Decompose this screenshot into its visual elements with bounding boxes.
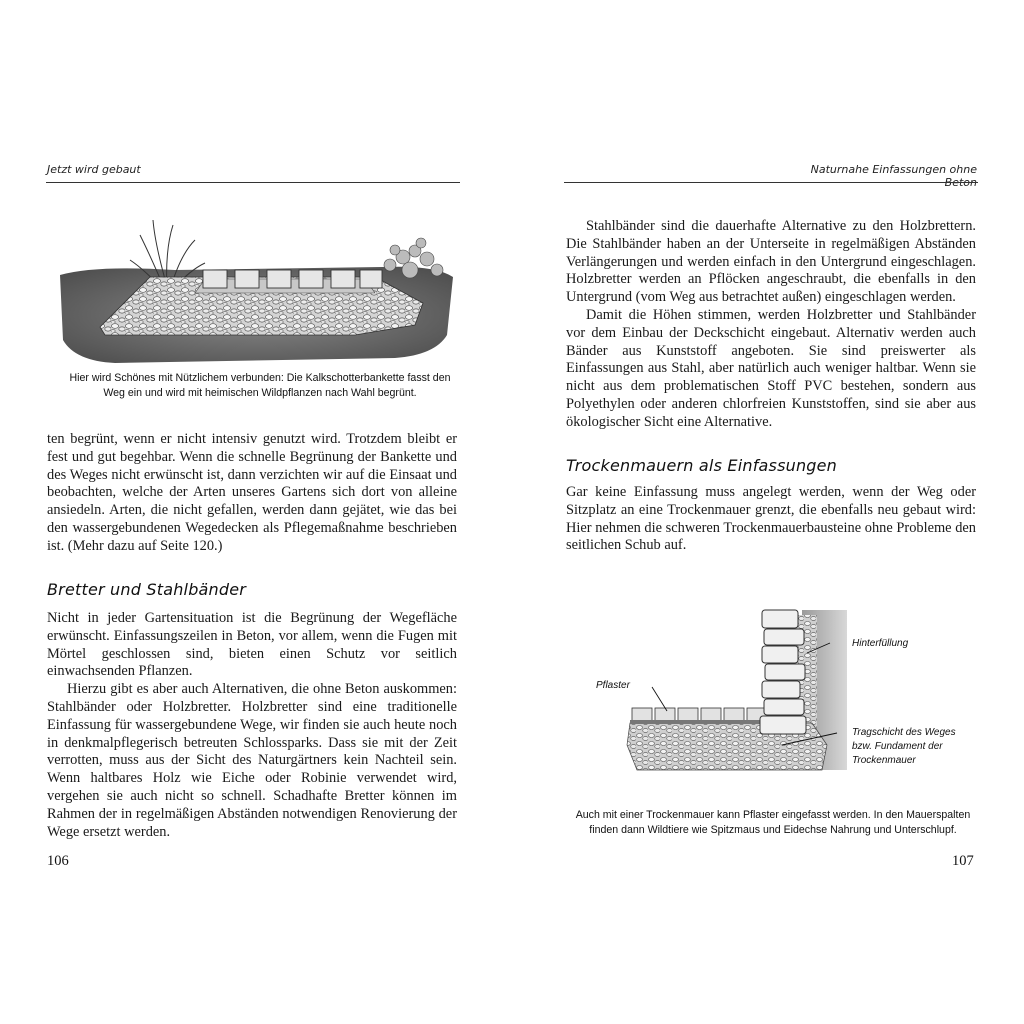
paragraph-left-1: Nicht in jeder Gartensituation ist die Begrünung der Wegefläche erwünscht. Einfassungszeilen in Beton, vor allem, wenn die Fugen mit Mörtel geschlossen sind, bieten einen Schutz vor seitlich einwachsenden Pflanzen. — [47, 610, 457, 680]
paragraph-left-2: Hierzu gibt es aber auch Alternativen, die ohne Beton auskommen: Stahlbänder oder Holzbretter. Holzbretter sind eine traditionelle Einfassung für wassergebundene Wege, wir finden sie auch heute noch in denkmalpflegerisch betreuten Schlossparks. Dass sie mit der Zeit verrotten, muss aus der Sicht des Naturgärtners kein Nachteil sein. Wenn haltbares Holz wie Eiche oder Robinie verwendet wird, vergehen sie auch nicht so schnell. Schadhafte Bretter können im Rahmen der in regelmäßigen Abständen notwendigen Renovierung der Wege ersetzt werden. — [47, 681, 457, 840]
dry-wall-diagram — [612, 605, 852, 795]
section-text-right-top — [566, 218, 976, 432]
paragraph-right-3: Gar keine Einfassung muss angelegt werden, wenn der Weg oder Sitzplatz an eine Trockenmauer grenzt, die ebenfalls neu gebaut wird: Hier nehmen die schweren Trockenmauerbausteine ohne Probleme den seitlichen Schub auf. — [566, 484, 976, 554]
paragraph-right-1: Stahlbänder sind die dauerhafte Alternative zu den Holzbrettern. Die Stahlbänder haben an der Unterseite in regelmäßigen Abständen Verlängerungen und werden einfach in den Untergrund eingeschlagen. Holzbretter werden an Pflöcken angeschraubt, die ebenfalls in den Untergrund (vom Weg aus betrachtet außen) eingeschlagen werden. — [566, 218, 976, 306]
label-tragschicht: Tragschicht des Weges bzw. Fundament der Trockenmauer — [852, 727, 956, 766]
figure-caption-right: Auch mit einer Trockenmauer kann Pflaster eingefasst werden. In den Mauerspalten finden dann Wildtiere wie Spitzmaus und Eidechse Nahrung und Unterschlupf. — [575, 809, 971, 836]
section-text-right-bottom — [566, 484, 976, 555]
right-page — [512, 0, 1024, 1024]
header-rule-left — [46, 182, 460, 183]
figure-caption-left: Hier wird Schönes mit Nützlichem verbunden: Die Kalkschotterbankette fasst den Weg ein und wird mit heimischen Wildpflanzen nach Wahl begrünt. — [69, 372, 451, 399]
section-heading-bretter: Bretter und Stahlbänder — [47, 580, 247, 599]
section-text-left — [47, 610, 457, 841]
header-rule-right — [564, 182, 978, 183]
running-head-right: Naturnahe Einfassungen ohne Beton — [810, 163, 977, 189]
paragraph-right-2: Damit die Höhen stimmen, werden Holzbretter und Stahlbänder vor dem Einbau der Deckschicht eingebaut. Alternativ werden auch Bänder aus Kunststoff angeboten. Sie sind preiswerter als Einfassungen aus Stahl, aber natürlich auch weniger haltbar. Wenn sie nicht aus dem problematischen Stoff PVC bestehen, sondern aus Polyethylen oder anderen chlorfreien Kunststoffen, sind sie aber aus ökologischer Sicht eine Alternative. — [566, 306, 976, 430]
label-pflaster: Pflaster — [596, 680, 630, 691]
intro-text — [47, 431, 457, 556]
running-head-left: Jetzt wird gebaut — [47, 163, 141, 176]
label-hinterfuellung: Hinterfüllung — [852, 638, 909, 649]
intro-paragraph: ten begrünt, wenn er nicht intensiv genutzt wird. Trotzdem bleibt er fest und gut begehbar. Wenn die schnelle Begrünung der Bankette und des Weges nicht erwünscht ist, dann verzichten wir auf die Einsaat und beobachten, welche der Arten unseres Gartens sich dort von alleine ansiedeln. Arten, die nicht gefallen, werden dann gejätet, wie das bei den wassergebundenen Wegedecken als Pflegemaßnahme beschrieben ist. (Mehr dazu auf Seite 120.) — [47, 431, 457, 554]
section-heading-trockenmauern: Trockenmauern als Einfassungen — [566, 456, 838, 475]
page-number-left: 106 — [47, 853, 69, 869]
gravel-bank-illustration — [55, 215, 455, 370]
page-number-right: 107 — [952, 853, 974, 869]
